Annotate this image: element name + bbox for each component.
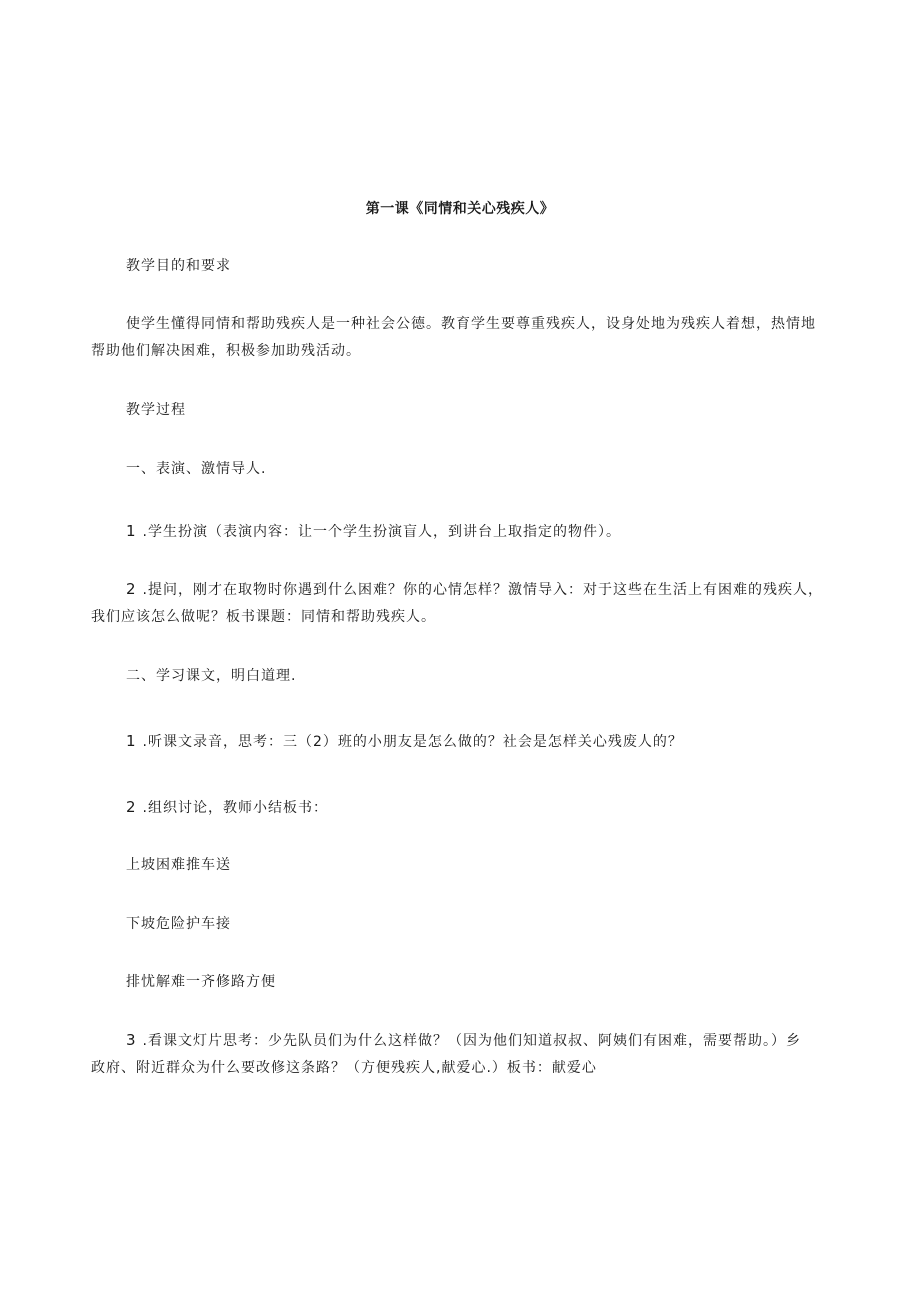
s2-item-3-number: 3 xyxy=(126,1031,137,1049)
heading-teaching-goals: 教学目的和要求 xyxy=(126,258,231,274)
goals-paragraph xyxy=(91,311,833,365)
s1-item-1 xyxy=(126,521,868,542)
s2-item-2-text: .组织讨论，教师小结板书： xyxy=(142,800,328,816)
section-2-title: 二、学习课文，明白道理. xyxy=(126,668,297,684)
section-1-title: 一、表演、激情导人. xyxy=(126,461,267,477)
s1-item-2 xyxy=(91,576,833,631)
s1-item-1-text: .学生扮演（表演内容：让一个学生扮演盲人，到讲台上取指定的物件）。 xyxy=(142,524,621,540)
s2-item-1-number: 1 xyxy=(126,732,137,750)
board-line-3: 排忧解难一齐修路方便 xyxy=(126,974,276,990)
board-line-1: 上坡困难推车送 xyxy=(126,857,231,873)
page-title: 第一课《同情和关心残疾人》 xyxy=(365,201,555,217)
s1-item-2-text: .提问，刚才在取物时你遇到什么困难？你的心情怎样？激情导入：对于这些在生活上有困难的残疾人， xyxy=(142,582,823,598)
s2-item-3-line-1 xyxy=(91,1027,833,1055)
s2-item-1 xyxy=(126,731,868,752)
goals-line-1: 使学生懂得同情和帮助残疾人是一种社会公德。教育学生要尊重残疾人，设身处地为残疾人着想，热情地 xyxy=(126,316,816,332)
goals-line-2: 帮助他们解决困难，积极参加助残活动。 xyxy=(91,343,361,359)
heading-teaching-process: 教学过程 xyxy=(126,402,186,418)
s2-item-2-number: 2 xyxy=(126,798,137,816)
s2-item-1-text: .听课文录音，思考：三（2）班的小朋友是怎么做的？社会是怎样关心残废人的？ xyxy=(142,734,683,750)
s2-item-2 xyxy=(126,797,868,818)
s2-item-3-text: .看课文灯片思考：少先队员们为什么这样做？（因为他们知道叔叔、阿姨们有困难，需要帮助。）乡 xyxy=(142,1033,801,1049)
s1-item-1-number: 1 xyxy=(126,522,137,540)
s1-item-2-line-2: 我们应该怎么做呢？板书课题：同情和帮助残疾人。 xyxy=(91,609,436,625)
s2-item-3-line-2: 政府、附近群众为什么要改修这条路？（方便残疾人,献爱心.）板书：献爱心 xyxy=(91,1060,597,1076)
board-line-2: 下坡危险护车接 xyxy=(126,916,231,932)
s2-item-3 xyxy=(91,1027,833,1082)
s1-item-2-number: 2 xyxy=(126,580,137,598)
s1-item-2-line-1 xyxy=(91,576,833,604)
